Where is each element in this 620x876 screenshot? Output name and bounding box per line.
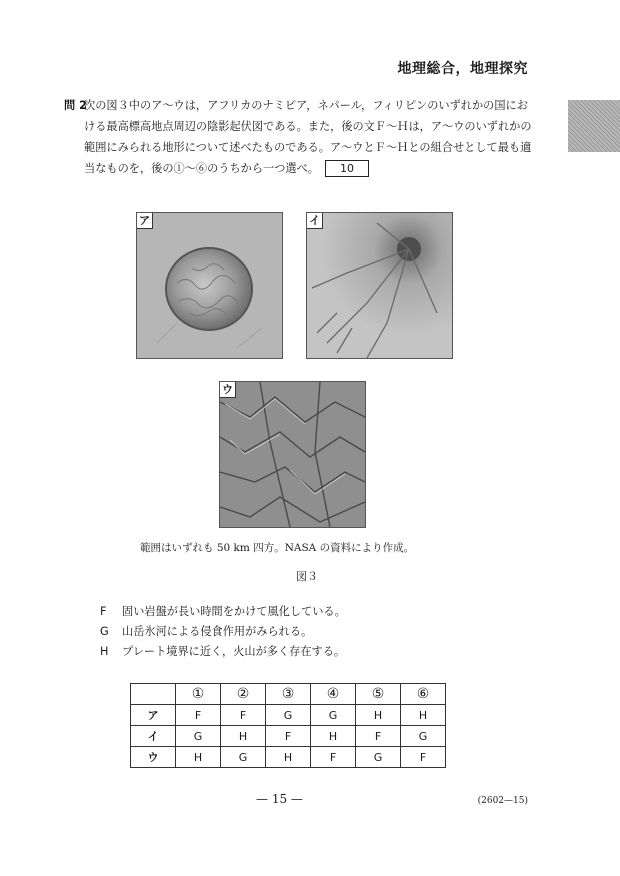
table-cell: H [401, 705, 446, 726]
table-cell: F [221, 705, 266, 726]
answer-number-box: 10 [325, 160, 369, 177]
relief-map-i [306, 212, 453, 359]
statement-text: プレート境界に近く，火山が多く存在する。 [122, 645, 346, 658]
statement-letter: G [100, 625, 109, 638]
row-label-a: ア [131, 705, 176, 726]
table-cell: H [356, 705, 401, 726]
exam-code: (2602—15) [477, 796, 528, 806]
relief-map-u [219, 381, 366, 528]
table-cell: G [401, 726, 446, 747]
map-label-a: ア [137, 213, 153, 229]
statement-item [100, 602, 346, 622]
choice-header-3: ③ [266, 684, 311, 705]
table-cell: G [221, 747, 266, 768]
table-cell: H [221, 726, 266, 747]
statement-item [100, 622, 346, 642]
choice-header-1: ① [176, 684, 221, 705]
choice-header-4: ④ [311, 684, 356, 705]
choice-header-6: ⑥ [401, 684, 446, 705]
row-label-u: ウ [131, 747, 176, 768]
relief-map-i-image [307, 213, 452, 358]
question-block [64, 95, 532, 179]
relief-map-a [136, 212, 283, 359]
table-cell: F [311, 747, 356, 768]
figure-label: 図３ [296, 570, 318, 583]
section-title: 地理総合，地理探究 [397, 61, 528, 77]
map-label-u: ウ [220, 382, 236, 398]
answer-table-corner [131, 684, 176, 705]
question-text: 次の図３中のア～ウは，アフリカのナミビア，ネパール，フィリピンのいずれかの国における最高標高地点周辺の陰影起伏図である。また，後の文Ｆ～Ｈは，ア～ウのいずれかの範囲にみられる地形について述べたものである。ア～ウとＦ～Ｈとの組合せとして最も適当なものを，後の①～⑥のうちから一つ選べ。 [84, 99, 532, 175]
table-cell: G [311, 705, 356, 726]
table-row [131, 747, 446, 768]
table-cell: F [176, 705, 221, 726]
choice-header-5: ⑤ [356, 684, 401, 705]
statement-list [100, 602, 346, 662]
table-cell: F [266, 726, 311, 747]
statement-letter: F [100, 605, 107, 618]
table-cell: G [176, 726, 221, 747]
table-cell: G [266, 705, 311, 726]
side-tab-marker [568, 100, 620, 152]
table-cell: F [401, 747, 446, 768]
table-row [131, 705, 446, 726]
table-cell: H [311, 726, 356, 747]
table-row [131, 726, 446, 747]
relief-map-a-image [137, 213, 282, 358]
statement-text: 固い岩盤が長い時間をかけて風化している。 [122, 605, 346, 618]
statement-item [100, 642, 346, 662]
statement-letter: H [100, 645, 109, 658]
row-label-i: イ [131, 726, 176, 747]
page-number: — 15 — [256, 792, 303, 806]
table-cell: H [176, 747, 221, 768]
table-cell: G [356, 747, 401, 768]
map-label-i: イ [307, 213, 323, 229]
table-cell: F [356, 726, 401, 747]
statement-text: 山岳氷河による侵食作用がみられる。 [122, 625, 313, 638]
question-number: 問 2 [64, 99, 87, 112]
table-cell: H [266, 747, 311, 768]
answer-table [130, 683, 446, 768]
answer-table-header-row [131, 684, 446, 705]
figure-caption: 範囲はいずれも 50 km 四方。NASA の資料により作成。 [140, 542, 415, 554]
relief-map-u-image [220, 382, 365, 527]
choice-header-2: ② [221, 684, 266, 705]
